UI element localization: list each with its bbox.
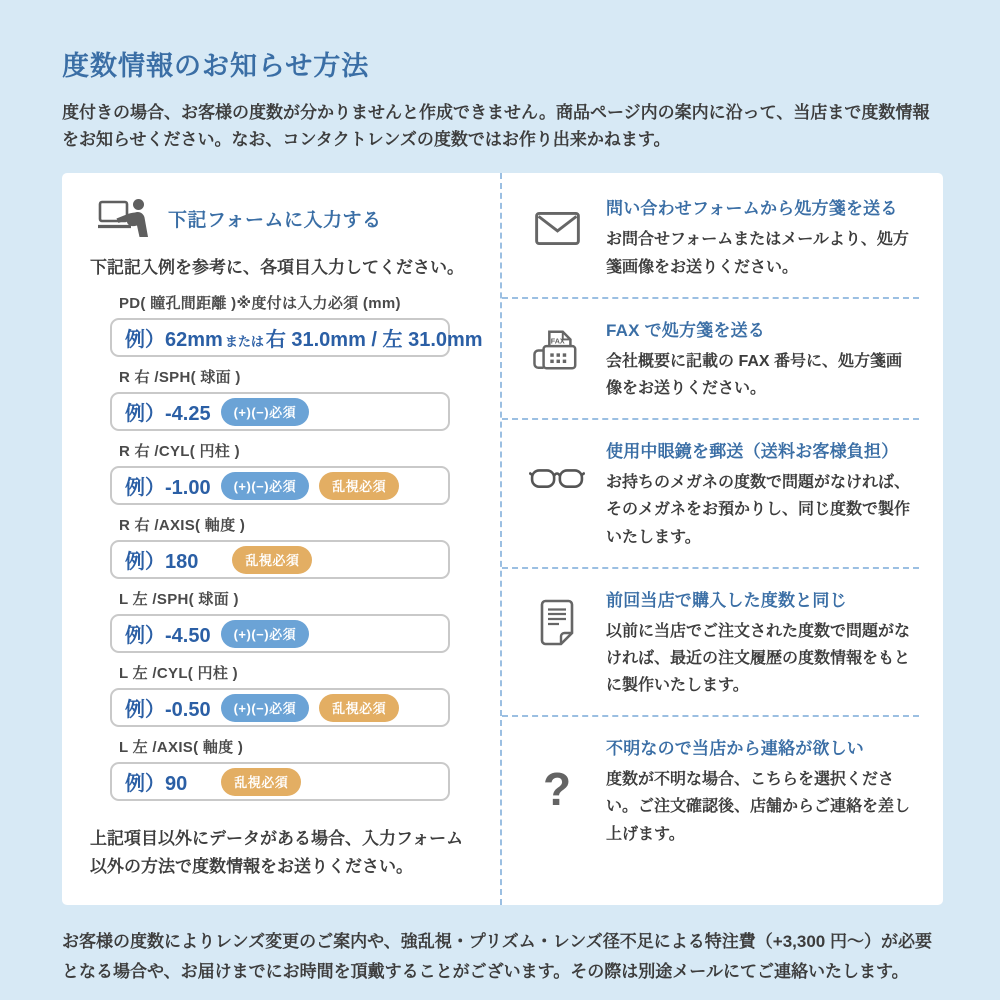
svg-text:FAX: FAX (550, 337, 565, 346)
method-content (594, 191, 915, 280)
form-field-r-cyl (110, 440, 478, 505)
form-field-l-cyl (110, 662, 478, 727)
method-mail-glasses (502, 418, 919, 567)
method-contact-form (502, 177, 919, 296)
content-panel (62, 173, 943, 905)
r-sph-example-box[interactable] (110, 392, 450, 431)
field-label: L 左 /CYL( 円柱 ) (119, 665, 238, 683)
question-mark-icon: ? (542, 763, 572, 816)
field-label: R 右 /CYL( 円柱 ) (119, 443, 240, 461)
person-at-computer-icon (98, 197, 150, 239)
plus-minus-required-badge: (+)(−)必須 (221, 694, 310, 722)
page-title: 度数情報のお知らせ方法 (62, 51, 370, 81)
r-axis-example-box[interactable] (110, 540, 450, 579)
form-note: 上記項目以外にデータがある場合、入力フォーム以外の方法で度数情報をお送りください。 (90, 829, 464, 877)
fax-icon (520, 313, 594, 402)
form-header (98, 197, 478, 239)
method-body: 会社概要に記載の FAX 番号に、処方箋画像をお送りください。 (606, 352, 903, 397)
form-column (62, 173, 502, 905)
method-body: 以前に当店でご注文された度数で問題がなければ、最近の注文履歴の度数情報をもとに製作いたします。 (606, 622, 911, 695)
method-body: お問合せフォームまたはメールより、処方箋画像をお送りください。 (606, 231, 909, 276)
plus-minus-required-badge: (+)(−)必須 (221, 398, 310, 426)
field-example-value: 例）-4.50 (125, 625, 211, 648)
method-title: 使用中眼鏡を郵送（送料お客様負担） (606, 442, 899, 462)
form-field-l-axis (110, 736, 478, 801)
field-example-value: 例）62mm または 右 31.0mm / 左 31.0mm (125, 329, 483, 352)
method-content (594, 434, 915, 551)
l-axis-example-box[interactable] (110, 762, 450, 801)
method-title: 不明なので当店から連絡が欲しい (606, 739, 864, 759)
astigmatism-required-badge: 乱視必須 (221, 768, 301, 796)
method-title: 問い合わせフォームから処方箋を送る (606, 199, 898, 219)
plus-minus-required-badge: (+)(−)必須 (221, 620, 310, 648)
method-title: 前回当店で購入した度数と同じ (606, 590, 847, 610)
form-field-pd (110, 292, 483, 357)
form-field-l-sph (110, 588, 478, 653)
r-cyl-example-box[interactable] (110, 466, 450, 505)
field-label: L 左 /AXIS( 軸度 ) (119, 739, 244, 757)
l-cyl-example-box[interactable] (110, 688, 450, 727)
footer-note: お客様の度数によりレンズ変更のご案内や、強乱視・プリズム・レンズ径不足による特注費（+3,300 円〜）が必要となる場合や、お届けまでにお時間を頂戴することがございます。その際は別途メールにてご連絡いたします。 (62, 932, 932, 982)
astigmatism-required-badge: 乱視必須 (319, 694, 399, 722)
method-body: 度数が不明な場合、こちらを選択ください。ご注文確認後、店舗からご連絡を差し上げます。 (606, 771, 911, 843)
astigmatism-required-badge: 乱視必須 (232, 546, 312, 574)
glasses-icon (520, 434, 594, 551)
field-label: R 右 /AXIS( 軸度 ) (119, 517, 246, 535)
astigmatism-required-badge: 乱視必須 (319, 472, 399, 500)
field-example-value: 例）180 (125, 551, 199, 574)
envelope-icon (520, 191, 594, 280)
method-content (594, 583, 915, 700)
method-previous-order (502, 567, 919, 716)
method-contact-me (502, 715, 919, 864)
method-fax (502, 297, 919, 418)
method-title: FAX で処方箋を送る (606, 320, 765, 340)
method-content (594, 731, 915, 848)
field-label: L 左 /SPH( 球面 ) (119, 591, 239, 609)
intro-text: 度付きの場合、お客様の度数が分かりませんと作成できません。商品ページ内の案内に沿って、当店まで度数情報をお知らせください。なお、コンタクトレンズの度数ではお作り出来かねます。 (62, 103, 930, 150)
methods-column (502, 173, 943, 905)
plus-minus-required-badge: (+)(−)必須 (221, 472, 310, 500)
form-section-title: 下記フォームに入力する (168, 209, 382, 231)
field-example-value: 例）-1.00 (125, 477, 211, 500)
form-instruction: 下記記入例を参考に、各項目入力してください。 (90, 258, 464, 278)
form-field-r-sph (110, 366, 478, 431)
l-sph-example-box[interactable] (110, 614, 450, 653)
field-example-value: 例）90 (125, 773, 188, 796)
document-icon (520, 583, 594, 700)
method-body: お持ちのメガネの度数で問題がなければ、そのメガネをお預かりし、同じ度数で製作いたします。 (606, 474, 911, 546)
method-content (594, 313, 915, 402)
field-example-value: 例）-0.50 (125, 699, 211, 722)
pd-example-box[interactable] (110, 318, 483, 357)
field-label: R 右 /SPH( 球面 ) (119, 369, 241, 387)
field-label: PD( 瞳孔間距離 )※度付は入力必須 (mm) (119, 295, 401, 313)
field-example-value: 例）-4.25 (125, 403, 211, 426)
form-field-r-axis (110, 514, 478, 579)
